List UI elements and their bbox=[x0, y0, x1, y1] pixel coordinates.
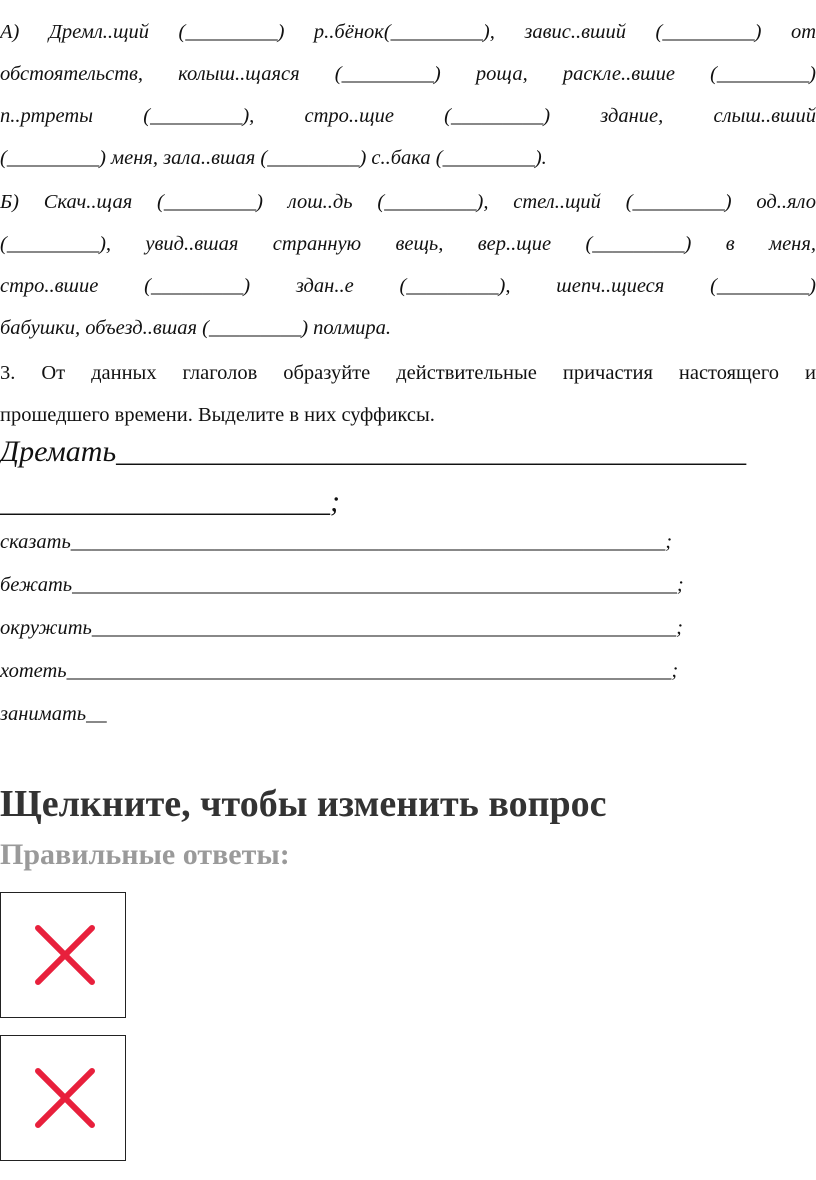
task3-line-1: 3. От данных глаголов образуйте действительные причастия настоящего и bbox=[0, 362, 816, 384]
section-b-line-1: Б) Скач..щая (_________) лош..дь (_________), стел..щий (_________) од..яло bbox=[0, 191, 816, 213]
task3-line-2: прошедшего времени. Выделите в них суффиксы. bbox=[0, 404, 435, 426]
section-b-line-4: бабушки, объезд..вшая (_________) полмира. bbox=[0, 317, 392, 339]
answer-box[interactable] bbox=[0, 892, 126, 1018]
verb-item: бежать___________________________________________________________; bbox=[0, 574, 684, 596]
verb-item: сказать__________________________________________________________; bbox=[0, 531, 673, 553]
section-a-line-4: (_________) меня, зала..вшая (_________) с..бака (_________). bbox=[0, 147, 547, 169]
verb-item: окружить_________________________________________________________; bbox=[0, 617, 683, 639]
verb-item: занимать__ bbox=[0, 703, 107, 725]
cross-icon bbox=[1, 1036, 125, 1160]
section-b-line-2: (_________), увид..вшая странную вещь, вер..щие (_________) в меня, bbox=[0, 233, 816, 255]
correct-answers-label: Правильные ответы: bbox=[0, 838, 290, 871]
verb-item: хотеть___________________________________________________________; bbox=[0, 660, 679, 682]
section-a-line-3: п..ртреты (_________), стро..щие (_________) здание, слыш..вший bbox=[0, 105, 816, 127]
section-b-line-3: стро..вшие (_________) здан..е (_________), шепч..щиеся (_________) bbox=[0, 275, 816, 297]
section-a-line-1: А) Дремл..щий (_________) р..бёнок(_________), завис..вший (_________) от bbox=[0, 21, 816, 43]
edit-question-prompt[interactable]: Щелкните, чтобы изменить вопрос bbox=[0, 783, 607, 825]
answer-box[interactable] bbox=[0, 1035, 126, 1161]
cross-icon bbox=[1, 893, 125, 1017]
verb-first: Дремать__________________________________________ bbox=[0, 435, 747, 468]
section-a-line-2: обстоятельств, колыш..щаяся (_________) роща, раскле..вшие (_________) bbox=[0, 63, 816, 85]
verb-first-continuation: ______________________; bbox=[0, 485, 340, 518]
